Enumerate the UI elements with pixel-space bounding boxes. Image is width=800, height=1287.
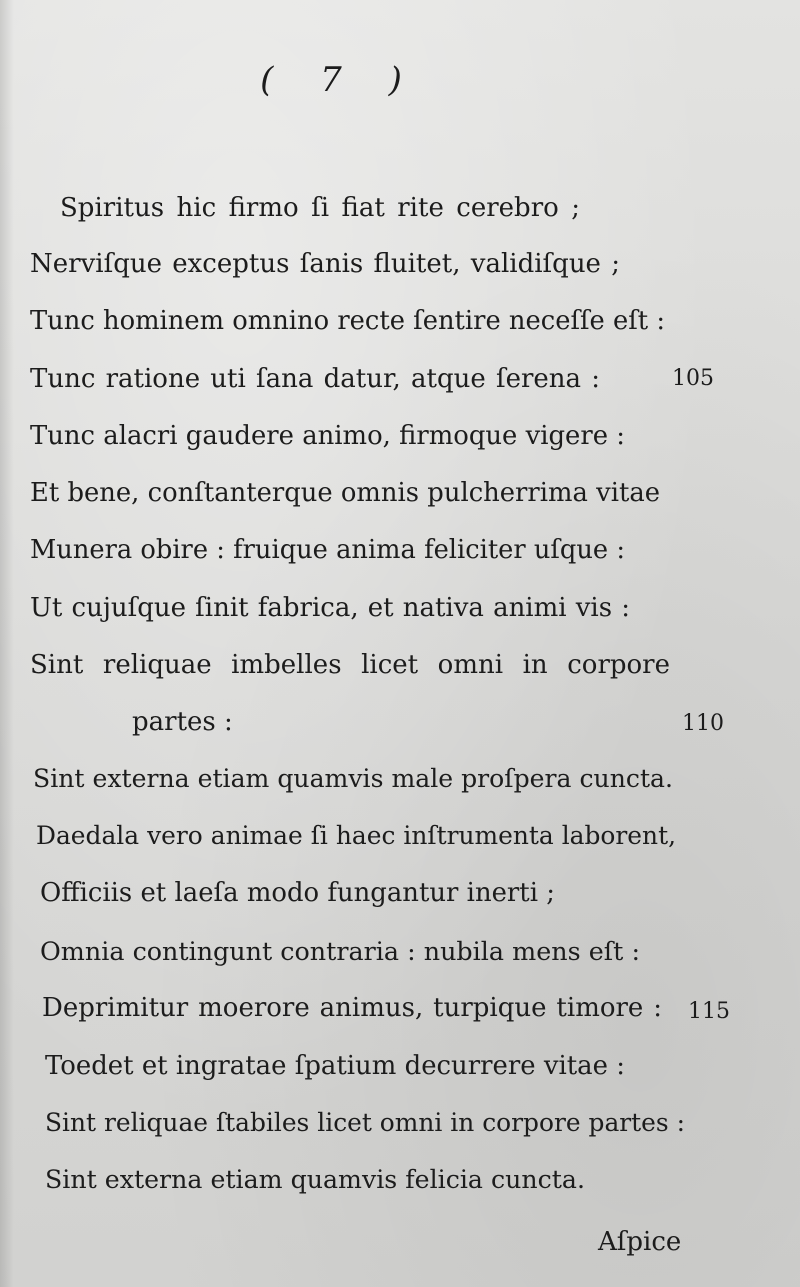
verse-line: Tunc hominem omnino recte ſentire neceſſe eſt :: [30, 306, 665, 336]
verse-line: Ut cujuſque ſinit fabrica, et nativa animi vis :: [30, 593, 630, 623]
verse-line: Munera obire : fruique anima feliciter uſque :: [30, 535, 625, 565]
verse-line: Et bene, conſtanterque omnis pulcherrima vitae: [30, 478, 660, 508]
verse-line: Sint externa etiam quamvis felicia cuncta.: [45, 1165, 585, 1194]
verse-line: Sint externa etiam quamvis male proſpera cuncta.: [33, 764, 673, 793]
line-number: 115: [688, 999, 730, 1024]
verse-line: Toedet et ingratae ſpatium decurrere vitae :: [45, 1051, 625, 1081]
page-number: ( 7 ): [260, 60, 420, 100]
verse-line: Omnia contingunt contraria : nubila mens eſt :: [40, 936, 640, 966]
verse-line: Tunc ratione uti ſana datur, atque ſerena :: [30, 364, 600, 394]
line-number: 105: [672, 366, 714, 391]
verse-line-continuation: partes :: [132, 707, 233, 737]
verse-line: Daedala vero animae ſi haec inſtrumenta laborent,: [36, 821, 676, 850]
line-number: 110: [682, 711, 724, 736]
verse-line: Sint reliquae imbelles licet omni in corpore: [30, 650, 670, 680]
verse-line: Officiis et laeſa modo fungantur inerti ;: [40, 878, 555, 908]
verse-line: Spiritus hic firmo ſi fiat rite cerebro ;: [60, 193, 580, 223]
verse-line: Nerviſque exceptus ſanis fluitet, validiſque ;: [30, 249, 620, 279]
catchword: Aſpice: [598, 1227, 682, 1257]
verse-line: Tunc alacri gaudere animo, firmoque vigere :: [30, 421, 625, 451]
verse-line: Sint reliquae ſtabiles licet omni in corpore partes :: [45, 1108, 685, 1137]
verse-line: Deprimitur moerore animus, turpique timore :: [42, 993, 662, 1023]
